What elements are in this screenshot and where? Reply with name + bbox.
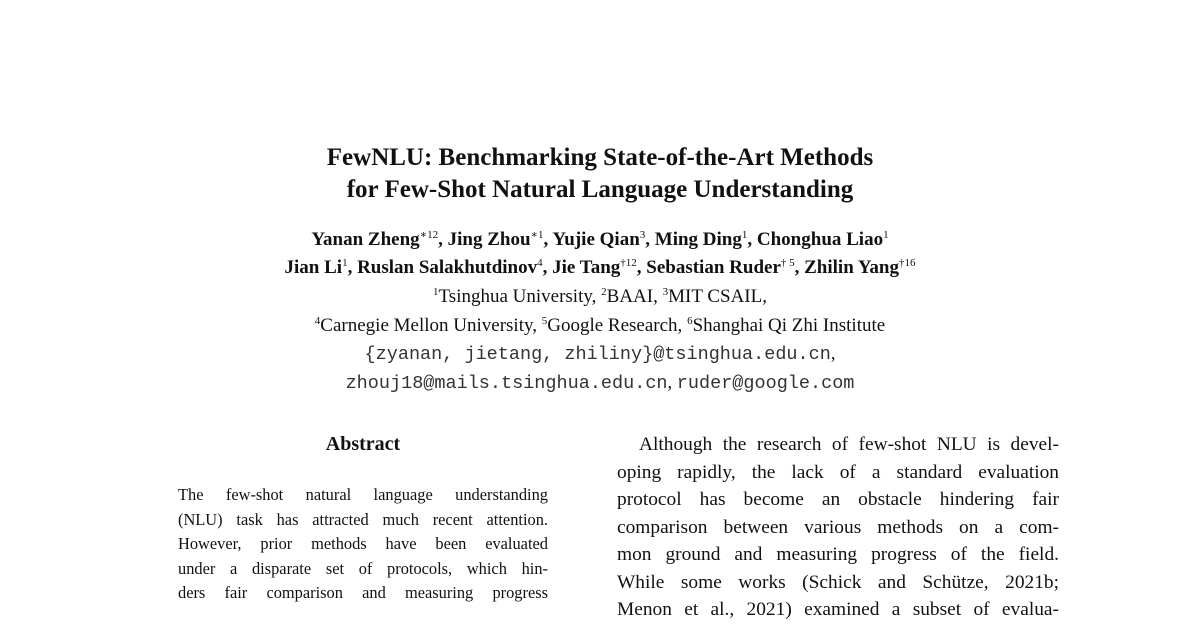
abstract-line: The few-shot natural language understanding bbox=[178, 485, 548, 504]
paper-title bbox=[0, 142, 1200, 206]
abstract-line: However, prior methods have been evaluated bbox=[178, 534, 548, 553]
abstract-line: (NLU) task has attracted much recent attention. bbox=[178, 509, 548, 529]
affiliation-mark: 1 bbox=[433, 286, 439, 298]
author-marks: † 5 bbox=[780, 257, 795, 269]
affiliation-mark: 5 bbox=[541, 315, 548, 327]
email: ruder@google.com bbox=[676, 373, 855, 394]
author-name: Jing Zhou bbox=[447, 229, 531, 250]
author-marks: 4 bbox=[537, 257, 543, 269]
intro-line: protocol has become an obstacle hindering fair bbox=[617, 489, 1059, 510]
affiliation: Google Research, bbox=[547, 315, 683, 336]
author-line-2: Jian Li$^1$, Ruslan Salakhutdinov$^4$, Jie Tang$^{\dagger 12}$, Sebastian Ruder$^{\dagger 5}$, Zhilin Yang$^{\dagger 16}$ bbox=[284, 257, 916, 278]
intro-line: oping rapidly, the lack of a standard evaluation bbox=[617, 461, 1059, 483]
affiliation-mark: 3 bbox=[662, 286, 669, 298]
abstract-line: ders fair comparison and measuring progress bbox=[178, 583, 548, 602]
intro-line: While some works (Schick and Schütze, 2021b; bbox=[617, 571, 1059, 593]
affiliation: Shanghai Qi Zhi Institute bbox=[692, 315, 886, 336]
introduction-text bbox=[617, 431, 1059, 624]
author-marks: †16 bbox=[899, 257, 916, 269]
intro-line: Although the research of few-shot NLU is devel- bbox=[639, 434, 1059, 455]
affiliation: Tsinghua University, bbox=[438, 286, 597, 307]
email-addresses bbox=[0, 340, 1200, 398]
title-line-2: for Few-Shot Natural Language Understanding bbox=[346, 176, 854, 203]
author-marks: †12 bbox=[620, 257, 637, 269]
email-line-2: zhouj18@mails.tsinghua.edu.cn, ruder@google.com bbox=[345, 373, 855, 394]
author-name: Ming Ding bbox=[654, 229, 742, 250]
author-list bbox=[0, 226, 1200, 282]
author-marks: ∗1 bbox=[530, 229, 544, 241]
author-name: Zhilin Yang bbox=[804, 257, 899, 278]
affiliations bbox=[0, 282, 1200, 340]
author-marks: 3 bbox=[639, 229, 646, 241]
affiliation-mark: 4 bbox=[314, 315, 321, 327]
author-name: Sebastian Ruder bbox=[646, 257, 781, 278]
author-line-1: Yanan Zheng$^{∗12}$, Jing Zhou$^{∗1}$, Yujie Qian$^3$, Ming Ding$^1$, Chonghua Liao$^1$ bbox=[311, 229, 889, 250]
abstract-line: under a disparate set of protocols, which hin- bbox=[178, 558, 548, 578]
author-marks: 1 bbox=[342, 257, 348, 269]
affiliation-line-1 bbox=[0, 282, 1200, 311]
intro-line: Menon et al., 2021) examined a subset of evalua- bbox=[617, 599, 1059, 620]
affiliation-mark: 2 bbox=[601, 286, 607, 298]
affiliation: MIT CSAIL, bbox=[668, 286, 767, 307]
author-name: Jian Li bbox=[284, 257, 343, 278]
affiliation-line-2 bbox=[0, 311, 1200, 340]
title-line-1: FewNLU: Benchmarking State-of-the-Art Methods bbox=[326, 144, 874, 171]
author-marks: 1 bbox=[741, 229, 748, 241]
author-name: Jie Tang bbox=[552, 257, 621, 278]
affiliation-mark: 6 bbox=[687, 315, 693, 327]
email-group: {zyanan, jietang, zhiliny}@tsinghua.edu.cn bbox=[364, 344, 831, 365]
affiliation: Carnegie Mellon University, bbox=[320, 315, 537, 336]
intro-line: mon ground and measuring progress of the field. bbox=[617, 544, 1059, 565]
author-marks: 1 bbox=[883, 229, 889, 241]
author-name: Ruslan Salakhutdinov bbox=[357, 257, 538, 278]
author-name: Yanan Zheng bbox=[311, 229, 420, 250]
author-marks: ∗12 bbox=[419, 229, 439, 241]
intro-line: comparison between various methods on a com- bbox=[617, 516, 1059, 538]
abstract-heading: Abstract bbox=[325, 433, 401, 455]
email-line-1: {zyanan, jietang, zhiliny}@tsinghua.edu.cn, bbox=[364, 344, 836, 365]
author-name: Chonghua Liao bbox=[756, 229, 884, 250]
abstract-body bbox=[178, 483, 548, 606]
author-name: Yujie Qian bbox=[552, 229, 640, 250]
email: zhouj18@mails.tsinghua.edu.cn bbox=[345, 373, 668, 394]
affiliation: BAAI, bbox=[606, 286, 658, 307]
